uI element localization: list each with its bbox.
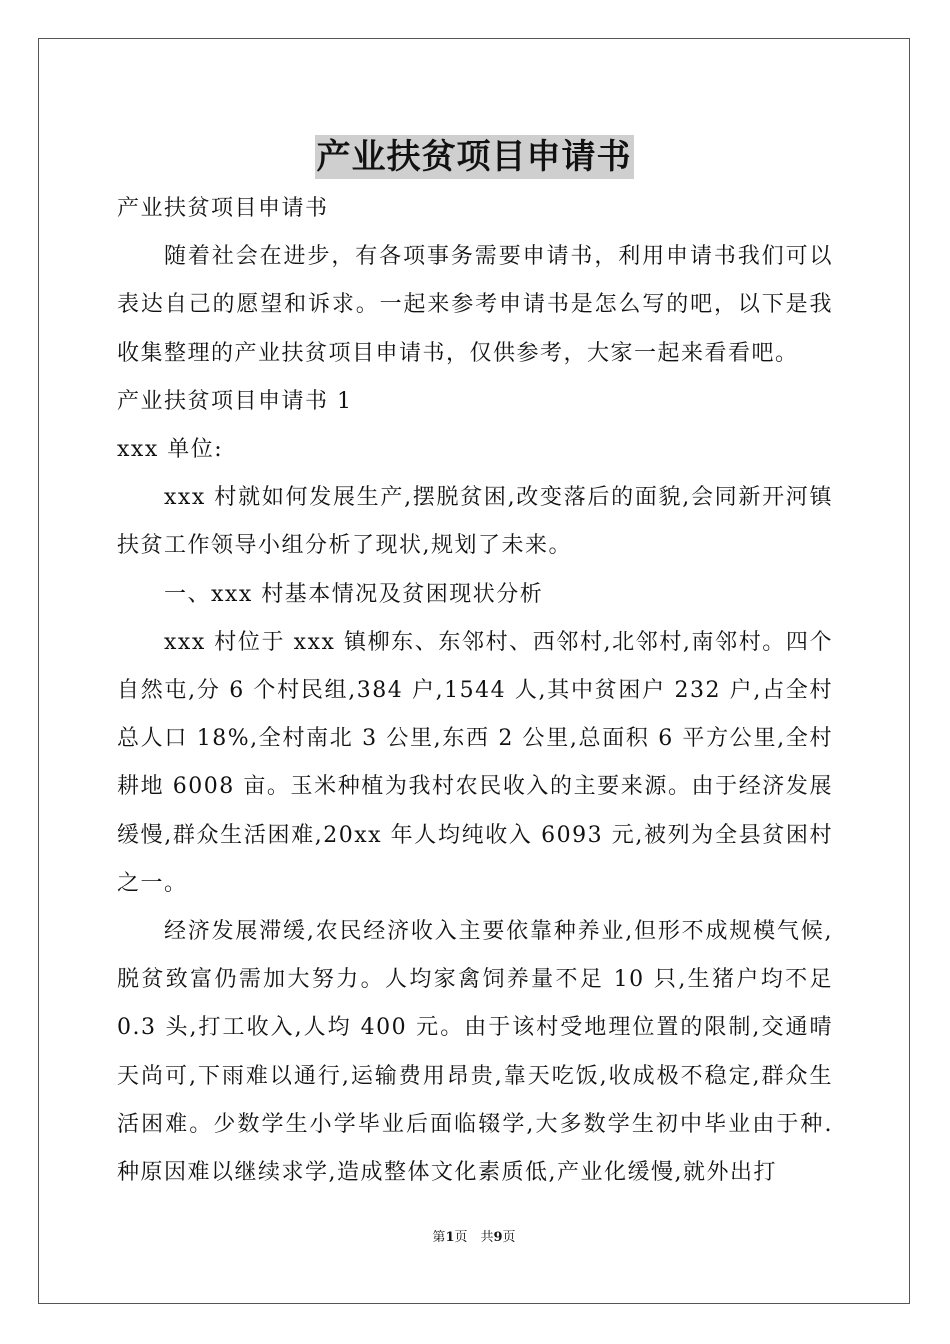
paragraph-6: xxx 村位于 xxx 镇柳东、东邻村、西邻村,北邻村,南邻村。四个自然屯,分 6 个村民组,384 户,1544 人,其中贫困户 232 户,占全村总人口 18%,全村南北 3 公里,东西 2 公里,总面积 6 平方公里,全村耕地 6008 亩。玉米种植为我村农民收入的主要来源。由于经济发展缓慢,群众生活困难,20xx 年人均纯收入 6093 元,被列为全县贫困村之一。 (117, 629, 833, 896)
document-page (38, 38, 910, 1304)
paragraph-1: 随着社会在进步，有各项事务需要申请书，利用申请书我们可以表达自己的愿望和诉求。一起来参考申请书是怎么写的吧，以下是我收集整理的产业扶贫项目申请书，仅供参考，大家一起来看看吧。 (117, 244, 833, 366)
paragraph-2: 产业扶贫项目申请书 1 (117, 388, 353, 414)
paragraph-0: 产业扶贫项目申请书 (117, 196, 329, 221)
footer-total-pages: 9 (493, 1230, 503, 1245)
document-body (117, 185, 833, 1197)
page-footer (39, 1226, 909, 1245)
paragraph-3: xxx 单位: (117, 437, 224, 463)
paragraph-4: xxx 村就如何发展生产,摆脱贫困,改变落后的面貌,会同新开河镇扶贫工作领导小组分析了现状,规划了未来。 (117, 485, 833, 559)
paragraph-5: 一、xxx 村基本情况及贫困现状分析 (164, 581, 544, 607)
footer-current-page: 1 (445, 1230, 455, 1245)
footer-middle: 页 共 (454, 1230, 494, 1245)
paragraph-7: 经济发展滞缓,农民经济收入主要依靠种养业,但形不成规模气候,脱贫致富仍需加大努力。人均家禽饲养量不足 10 只,生猪户均不足 0.3 头,打工收入,人均 400 元。由于该村受地理位置的限制,交通晴天尚可,下雨难以通行,运输费用昂贵,靠天吃饭,收成极不稳定,群众生活困难。少数学生小学毕业后面临辍学,大多数学生初中毕业由于种.种原因难以继续求学,造成整体文化素质低,产业化缓慢,就外出打 (117, 919, 833, 1186)
footer-suffix: 页 (502, 1230, 516, 1245)
title-wrap (39, 135, 909, 179)
document-title: 产业扶贫项目申请书 (316, 137, 632, 177)
footer-prefix: 第 (432, 1230, 446, 1245)
